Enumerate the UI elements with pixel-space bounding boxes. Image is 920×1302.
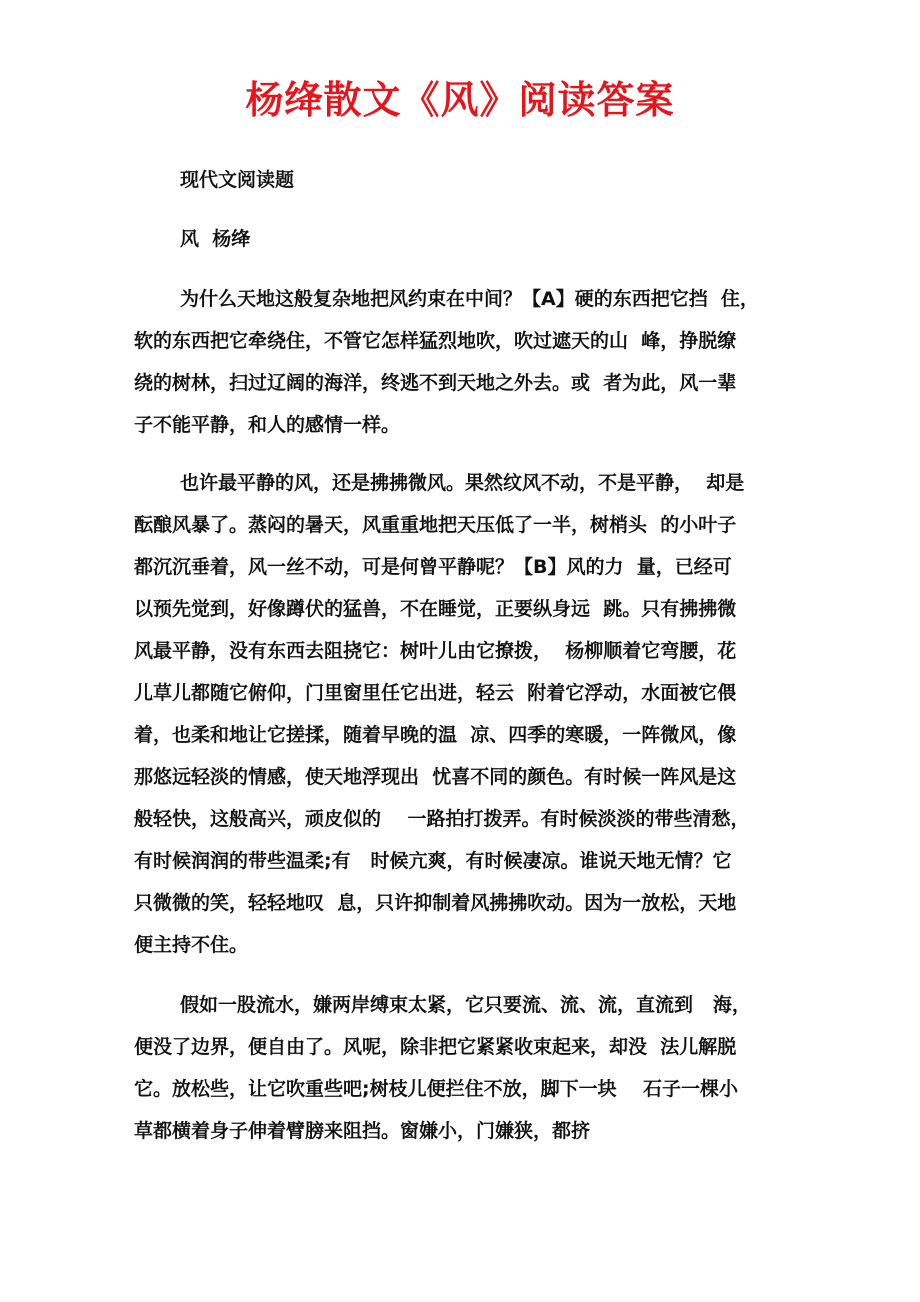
paragraph-line: 风最平静，没有东西去阻挠它：树叶儿由它撩拨， 杨柳顺着它弯腰，花 bbox=[134, 640, 737, 662]
paragraph-line: 儿草儿都随它俯仰，门里窗里任它出进，轻云 附着它浮动，水面被它偎 bbox=[134, 682, 737, 704]
paragraph-3 bbox=[134, 984, 794, 1152]
paragraph-line: 般轻快，这般高兴，顽皮似的 一路拍打拨弄。有时候淡淡的带些清愁， bbox=[134, 808, 750, 830]
paragraph-line: 便没了边界，便自由了。风呢，除非把它紧紧收束起来，却没 法儿解脱 bbox=[134, 1036, 737, 1058]
paragraph-line: 为什么天地这般复杂地把风约束在中间？【A】硬的东西把它挡 住， bbox=[180, 288, 759, 310]
paragraph-line: 也许最平静的风，还是拂拂微风。果然纹风不动，不是平静， 却是 bbox=[180, 472, 745, 494]
section-label: 现代文阅读题 bbox=[180, 169, 295, 191]
paragraph-line: 绕的树林，扫过辽阔的海洋，终逃不到天地之外去。或 者为此，风一辈 bbox=[134, 372, 737, 394]
paragraph-line: 有时候润润的带些温柔;有 时候亢爽，有时候凄凉。谁说天地无情？它 bbox=[134, 850, 732, 872]
paragraph-line: 都沉沉垂着，风一丝不动，可是何曾平静呢？【B】风的力 量，已经可 bbox=[134, 556, 732, 578]
paragraph-2 bbox=[134, 462, 794, 966]
paragraph-line: 假如一股流水，嫌两岸缚束太紧，它只要流、流、流，直流到 海， bbox=[180, 994, 751, 1016]
paragraph-line: 只微微的笑，轻轻地叹 息，只许抑制着风拂拂吹动。因为一放松，天地 bbox=[134, 892, 737, 914]
article-heading: 风 杨绛 bbox=[180, 228, 251, 250]
paragraph-line: 那悠远轻淡的情感，使天地浮现出 忧喜不同的颜色。有时候一阵风是这 bbox=[134, 766, 737, 788]
paragraph-line: 酝酿风暴了。蒸闷的暑天，风重重地把天压低了一半，树梢头 的小叶子 bbox=[134, 514, 737, 536]
paragraph-line: 草都横着身子伸着臂膀来阻挡。窗嫌小，门嫌狭，都挤 bbox=[134, 1120, 591, 1142]
paragraph-line: 子不能平静，和人的感情一样。 bbox=[134, 414, 401, 436]
paragraph-line: 软的东西把它牵绕住，不管它怎样猛烈地吹，吹过遮天的山 峰，挣脱缭 bbox=[134, 330, 737, 352]
paragraph-line: 着，也柔和地让它搓揉，随着早晚的温 凉、四季的寒暖，一阵微风，像 bbox=[134, 724, 737, 746]
document-title: 杨绛散文《风》阅读答案 bbox=[245, 78, 675, 122]
paragraph-line: 它。放松些，让它吹重些吧;树枝儿便拦住不放，脚下一块 石子一棵小 bbox=[134, 1078, 739, 1100]
paragraph-line: 便主持不住。 bbox=[134, 934, 249, 956]
paragraph-line: 以预先觉到，好像蹲伏的猛兽，不在睡觉，正要纵身远 跳。只有拂拂微 bbox=[134, 598, 737, 620]
paragraph-1 bbox=[134, 278, 794, 446]
